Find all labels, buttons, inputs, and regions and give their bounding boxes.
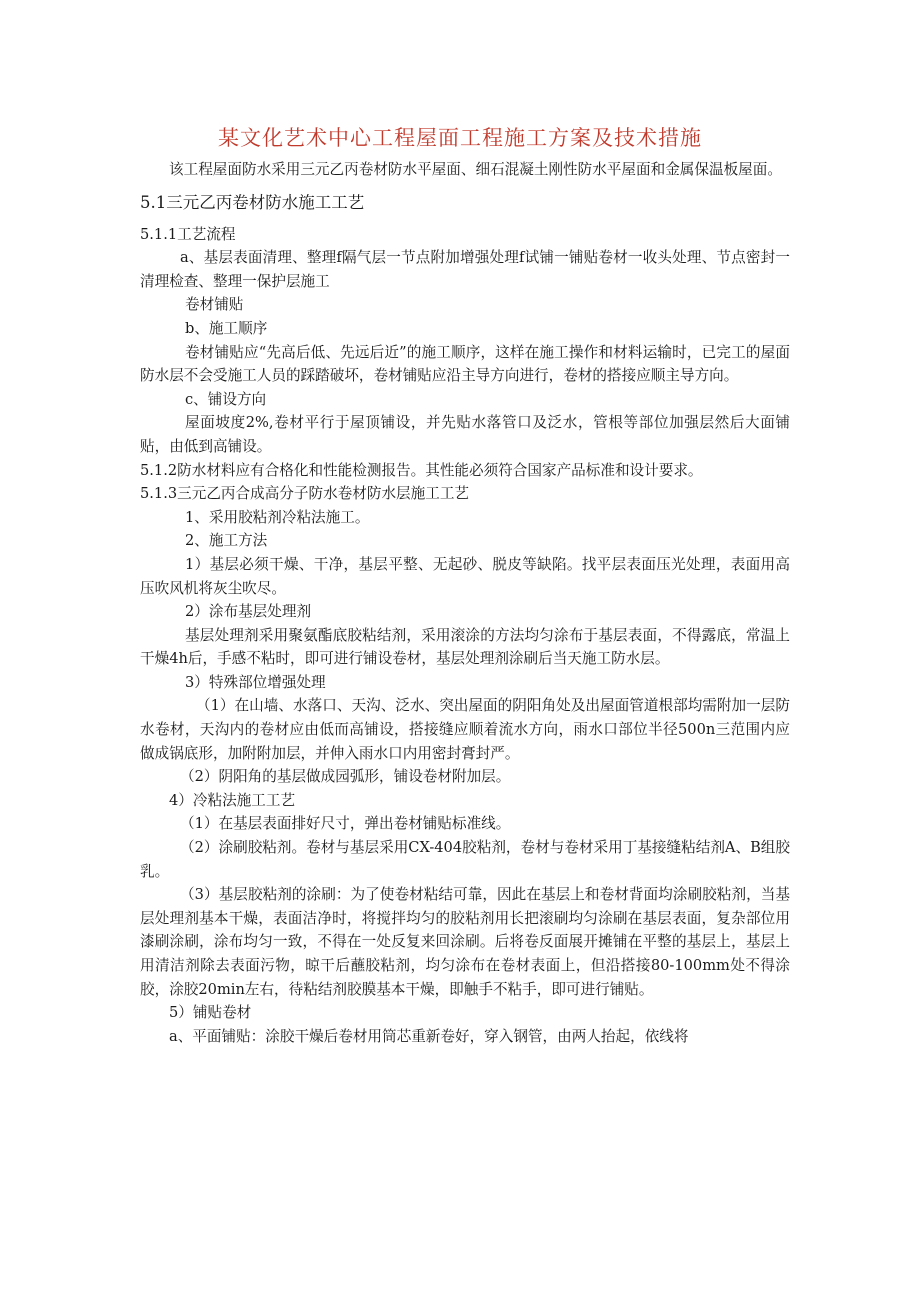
paragraph-item-a: a、平面铺贴：涂胶干燥后卷材用筒芯重新卷好，穿入钢管，由两人抬起，依线将 xyxy=(169,1027,689,1045)
paragraph-step-5: 5）铺贴卷材 xyxy=(169,1004,252,1022)
subsection-heading-5-1-1: 5.1.1工艺流程 xyxy=(140,225,236,243)
paragraph-sub-2: （2）阴阳角的基层做成园弧形，铺设卷材附加层。 xyxy=(180,768,511,786)
paragraph-step-1: 1）基层必须干燥、干净，基层平整、无起砂、脱皮等缺陷。找平层表面压光处理，表面用高压吹风机将灰尘吹尽。 xyxy=(140,555,790,597)
paragraph-sub-1: （1）在基层表面排好尺寸，弹出卷材铺贴标准线。 xyxy=(180,815,511,833)
section-heading-5-1: 5.1三元乙丙卷材防水施工工艺 xyxy=(140,192,365,212)
document-body xyxy=(140,158,790,1048)
paragraph-item-2: 2、施工方法 xyxy=(185,532,268,550)
paragraph-sub-3: （3）基层胶粘剂的涂刷：为了使卷材粘结可靠，因此在基层上和卷材背面均涂刷胶粘剂，当基层处理剂基本干燥，表面洁净时，将搅拌均匀的胶粘剂用长把滚刷均匀涂刷在基层表面，复杂部位用漆刷涂刷，涂布均匀一致，不得在一处反复来回涂刷。后将卷反面展开摊铺在平整的基层上，基层上用清洁剂除去表面污物，晾干后蘸胶粘剂，均匀涂布在卷材表面上，但沿搭接80-100mm处不得涂胶，涂胶20min左右，待粘结剂胶膜基本干燥，即触手不粘手，即可进行铺贴。 xyxy=(140,886,790,998)
paragraph-step-4: 4）冷粘法施工工艺 xyxy=(169,791,296,809)
document-title: 某文化艺术中心工程屋面工程施工方案及技术措施 xyxy=(218,126,702,150)
paragraph-step-3: 3）特殊部位增强处理 xyxy=(185,673,326,691)
subsection-heading-5-1-2: 5.1.2防水材料应有合格化和性能检测报告。其性能必须符合国家产品标准和设计要求。 xyxy=(140,461,703,479)
paragraph-text: 屋面坡度2%,卷材平行于屋顶铺设，并先贴水落管口及泛水，管根等部位加强层然后大面铺贴，由低到高铺设。 xyxy=(140,414,790,455)
intro-paragraph: 该工程屋面防水采用三元乙丙卷材防水平屋面、细石混凝土刚性防水平屋面和金属保温板屋面。 xyxy=(169,161,782,178)
paragraph-item-c: c、铺设方向 xyxy=(185,390,267,408)
paragraph-sub-1: （1）在山墙、水落口、天沟、泛水、突出屋面的阴阳角处及出屋面管道根部均需附加一层防水卷材，天沟内的卷材应由低而高铺设，搭接缝应顺着流水方向，雨水口部位半径500n三范围内应做成锅底形，加附附加层，并伸入雨水口内用密封膏封严。 xyxy=(140,697,790,762)
paragraph-step-2: 2）涂布基层处理剂 xyxy=(185,603,312,621)
paragraph-a-process: a、基层表面清理、整理f隔气层一节点附加增强处理f试铺一铺贴卷材一收头处理、节点密封一清理检查、整理一保护层施工 xyxy=(140,249,790,290)
paragraph-label: 卷材铺贴 xyxy=(185,296,244,314)
paragraph-sub-2: （2）涂刷胶粘剂。卷材与基层采用CX-404胶粘剂，卷材与卷材采用丁基接缝粘结剂A、B组胶乳。 xyxy=(140,839,790,880)
paragraph-item-1: 1、采用胶粘剂冷粘法施工。 xyxy=(185,508,370,526)
paragraph-text: 基层处理剂采用聚氨酯底胶粘结剂，采用滚涂的方法均匀涂布于基层表面，不得露底，常温上干燥4h后，手感不粘时，即可进行铺设卷材，基层处理剂涂刷后当天施工防水层。 xyxy=(140,626,790,668)
paragraph-item-b: b、施工顺序 xyxy=(185,319,268,337)
paragraph-text: 卷材铺贴应“先高后低、先远后近”的施工顺序，这样在施工操作和材料运输时，已完工的屋面防水层不会受施工人员的踩踏破坏，卷材铺贴应沿主导方向进行，卷材的搭接应顺主导方向。 xyxy=(140,343,790,385)
subsection-heading-5-1-3: 5.1.3三元乙丙合成高分子防水卷材防水层施工工艺 xyxy=(140,485,470,503)
